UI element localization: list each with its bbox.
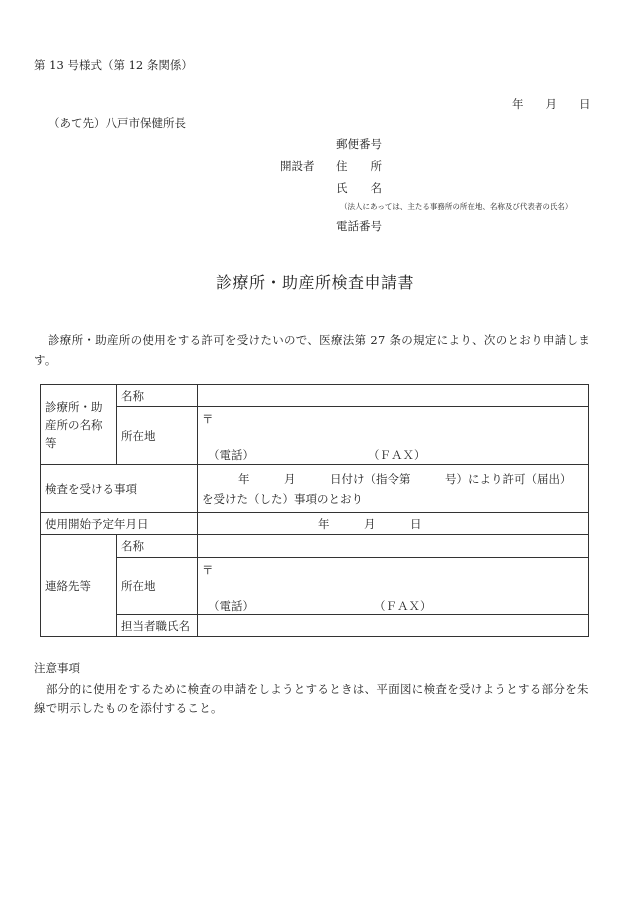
clinic-name-label: 名称 (117, 385, 198, 407)
form-number: 第 13 号様式（第 12 条関係） (34, 58, 193, 72)
contact-group-label: 連絡先等 (41, 535, 117, 637)
contact-name-field[interactable] (198, 535, 589, 558)
clinic-location-label: 所在地 (117, 407, 198, 465)
phone-number-label: 電話番号 (336, 219, 382, 233)
inspection-line-1: 年 月 日付け（指令第 号）により許可（届出） (238, 471, 572, 486)
start-date-field[interactable]: 年 月 日 (198, 513, 589, 535)
person-label: 担当者職氏名 (117, 615, 198, 637)
clinic-location-field[interactable] (198, 407, 589, 465)
address-label: 住 所 (336, 159, 382, 173)
start-date-label: 使用開始予定年月日 (41, 513, 198, 535)
postal-mark: 〒 (202, 412, 214, 426)
contact-location-label: 所在地 (117, 558, 198, 615)
inspection-line-2: を受けた（した）事項のとおり (202, 491, 363, 506)
page-title: 診療所・助産所検査申請書 (215, 273, 414, 292)
postal-code-label: 郵便番号 (336, 137, 382, 151)
clinic-name-field[interactable] (198, 385, 589, 407)
date-line (512, 96, 591, 112)
date-day: 日 (579, 97, 591, 111)
clinic-fax-text: （ＦＡＸ） (368, 448, 426, 462)
date-month: 月 (545, 97, 557, 111)
person-field[interactable] (198, 615, 589, 637)
inspection-field[interactable] (198, 465, 589, 513)
addressee: （あて先）八戸市保健所長 (48, 116, 186, 130)
contact-postal-mark: 〒 (202, 563, 214, 577)
contact-location-field[interactable] (198, 558, 589, 615)
name-label: 氏 名 (336, 181, 382, 195)
clinic-group-label: 診療所・助産所の名称等 (41, 385, 117, 465)
application-table (40, 384, 589, 637)
inspection-label: 検査を受ける事項 (41, 465, 198, 513)
contact-name-label: 名称 (117, 535, 198, 558)
contact-fax-text: （ＦＡＸ） (374, 599, 432, 613)
contact-phone-text: （電話） (208, 599, 254, 613)
body-text: 診療所・助産所の使用をする許可を受けたいので、医療法第 27 条の規定により、次のとおり申請します。 (34, 333, 591, 367)
notes-heading: 注意事項 (34, 661, 80, 675)
corporate-note: （法人にあっては、主たる事務所の所在地、名称及び代表者の氏名） (340, 202, 573, 211)
notes-text: 部分的に使用をするために検査の申請をしようとするときは、平面図に検査を受けようとする部分を朱線で明示したものを添付すること。 (34, 682, 589, 715)
applicant-role-label: 開設者 (280, 159, 315, 173)
date-year: 年 (512, 97, 524, 111)
clinic-phone-text: （電話） (208, 448, 254, 462)
